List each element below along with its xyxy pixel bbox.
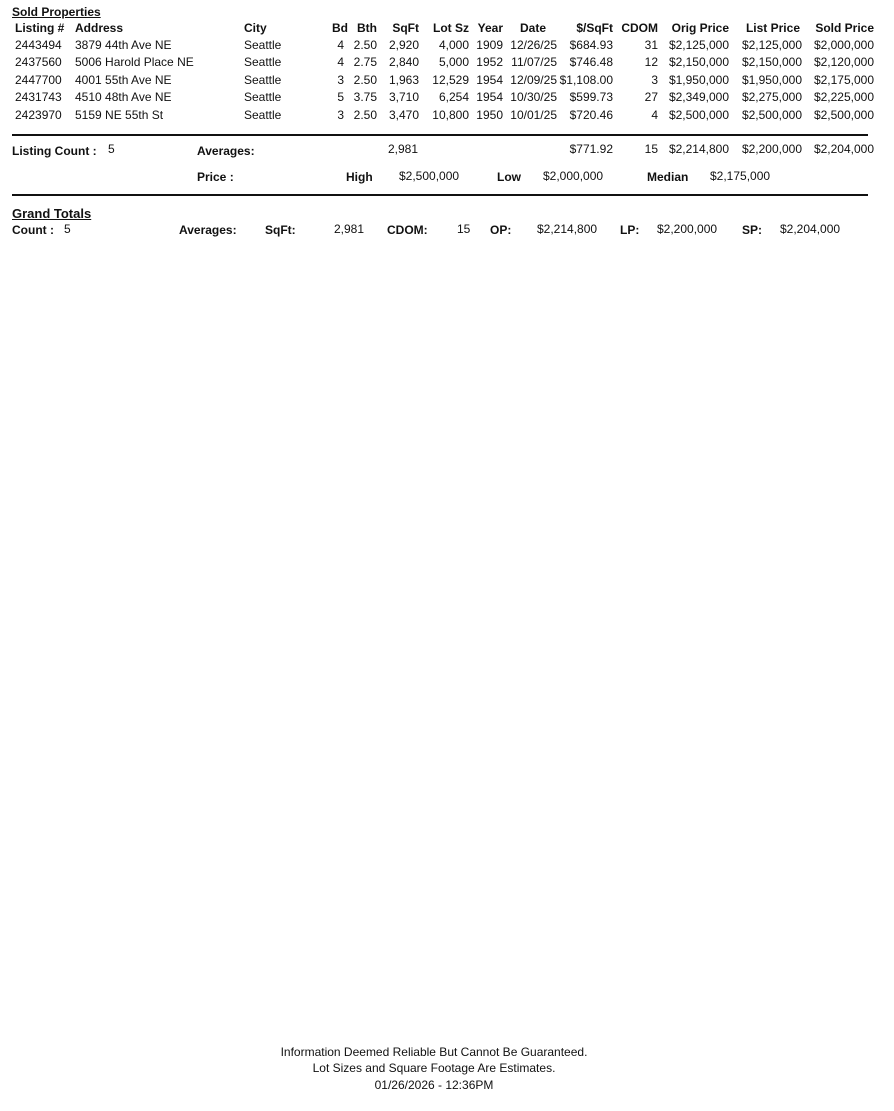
grand-cdom-value: 15 (457, 222, 471, 236)
col-header-listing: Listing # (15, 21, 65, 35)
cell-lot: 4,000 (438, 38, 469, 52)
cell-sqft: 2,920 (388, 38, 419, 52)
col-header-bth: Bth (357, 21, 377, 35)
cell-sold-price: $2,175,000 (813, 73, 874, 87)
grand-cdom-label: CDOM: (387, 223, 428, 237)
cell-list-price: $1,950,000 (741, 73, 802, 87)
cell-bth: 2.50 (353, 108, 377, 122)
cell-year: 1909 (476, 38, 503, 52)
cell-ppsf: $599.73 (569, 90, 613, 104)
col-header-list-price: List Price (745, 21, 800, 35)
col-header-sqft: SqFt (392, 21, 419, 35)
footer-timestamp: 01/26/2026 - 12:36PM (374, 1078, 494, 1092)
grand-lp-value: $2,200,000 (657, 222, 718, 236)
cell-lot: 12,529 (432, 73, 469, 87)
footer-estimates-note: Lot Sizes and Square Footage Are Estimates. (312, 1061, 556, 1075)
cell-date: 12/26/25 (510, 38, 557, 52)
listing-count-value: 5 (108, 142, 115, 156)
col-header-lot: Lot Sz (433, 21, 469, 35)
grand-count-value: 5 (64, 222, 71, 236)
median-price: $2,175,000 (710, 169, 771, 183)
col-header-sold-price: Sold Price (815, 21, 874, 35)
cell-cdom: 3 (651, 73, 658, 87)
cell-year: 1950 (476, 108, 503, 122)
averages-label: Averages: (197, 144, 255, 158)
cell-ppsf: $684.93 (569, 38, 613, 52)
cell-orig-price: $2,349,000 (668, 90, 729, 104)
avg-price-per-sqft: $771.92 (569, 142, 613, 156)
cell-date: 11/07/25 (511, 55, 557, 69)
cell-address: 5159 NE 55th St (75, 108, 164, 122)
cell-sold-price: $2,120,000 (813, 55, 874, 69)
col-header-bd: Bd (332, 21, 348, 35)
cell-listing: 2437560 (15, 55, 62, 69)
col-header-year: Year (477, 21, 503, 35)
avg-sqft: 2,981 (388, 142, 419, 156)
cell-year: 1952 (476, 55, 503, 69)
col-header-ppsf: $/SqFt (576, 21, 613, 35)
grand-op-value: $2,214,800 (537, 222, 598, 236)
avg-orig-price: $2,214,800 (668, 142, 729, 156)
cell-bd: 4 (337, 55, 344, 69)
median-label: Median (647, 170, 689, 184)
cell-address: 4001 55th Ave NE (75, 73, 172, 87)
cell-lot: 5,000 (438, 55, 469, 69)
cell-bd: 3 (337, 73, 344, 87)
cell-address: 4510 48th Ave NE (75, 90, 172, 104)
high-label: High (346, 170, 373, 184)
cell-orig-price: $2,500,000 (668, 108, 729, 122)
cell-bd: 4 (337, 38, 344, 52)
cell-sqft: 2,840 (388, 55, 419, 69)
cell-bth: 2.50 (353, 73, 377, 87)
cell-listing: 2423970 (15, 108, 62, 122)
cell-city: Seattle (244, 90, 282, 104)
col-header-address: Address (75, 21, 124, 35)
cell-orig-price: $2,150,000 (668, 55, 729, 69)
cell-city: Seattle (244, 38, 282, 52)
avg-list-price: $2,200,000 (741, 142, 802, 156)
grand-op-label: OP: (490, 223, 512, 237)
cell-bth: 3.75 (353, 90, 377, 104)
avg-cdom: 15 (644, 142, 658, 156)
section-title: Sold Properties (12, 5, 101, 19)
grand-totals-divider (12, 194, 868, 196)
cell-lot: 10,800 (432, 108, 469, 122)
listing-count-label: Listing Count : (12, 144, 97, 158)
grand-sqft-label: SqFt: (265, 223, 296, 237)
cell-list-price: $2,125,000 (741, 38, 802, 52)
cell-ppsf: $746.48 (569, 55, 613, 69)
cell-listing: 2443494 (15, 38, 62, 52)
cell-date: 12/09/25 (510, 73, 557, 87)
price-label: Price : (197, 170, 234, 184)
cell-address: 5006 Harold Place NE (75, 55, 194, 69)
cell-orig-price: $2,125,000 (668, 38, 729, 52)
cell-ppsf: $1,108.00 (559, 73, 613, 87)
cell-list-price: $2,275,000 (741, 90, 802, 104)
cell-sold-price: $2,225,000 (813, 90, 874, 104)
cell-date: 10/01/25 (510, 108, 557, 122)
cell-orig-price: $1,950,000 (668, 73, 729, 87)
avg-sold-price: $2,204,000 (813, 142, 874, 156)
cell-sqft: 3,710 (388, 90, 419, 104)
footer-disclaimer: Information Deemed Reliable But Cannot Be Guaranteed. (280, 1045, 588, 1059)
cell-sold-price: $2,000,000 (813, 38, 874, 52)
cell-bth: 2.50 (353, 38, 377, 52)
grand-averages-label: Averages: (179, 223, 237, 237)
cell-bd: 3 (337, 108, 344, 122)
cell-cdom: 4 (651, 108, 658, 122)
cell-listing: 2431743 (15, 90, 62, 104)
low-price: $2,000,000 (543, 169, 604, 183)
grand-sqft-value: 2,981 (334, 222, 365, 236)
grand-count-label: Count : (12, 223, 54, 237)
cell-list-price: $2,500,000 (741, 108, 802, 122)
low-label: Low (497, 170, 521, 184)
col-header-date: Date (519, 21, 546, 35)
cell-cdom: 27 (644, 90, 658, 104)
col-header-cdom: CDOM (621, 21, 658, 35)
cell-date: 10/30/25 (510, 90, 557, 104)
cell-listing: 2447700 (15, 73, 62, 87)
cell-year: 1954 (476, 90, 503, 104)
cell-bth: 2.75 (353, 55, 377, 69)
cell-bd: 5 (337, 90, 344, 104)
cell-cdom: 31 (644, 38, 658, 52)
cell-city: Seattle (244, 73, 282, 87)
grand-sp-label: SP: (742, 223, 763, 237)
cell-city: Seattle (244, 108, 282, 122)
summary-divider (12, 134, 868, 136)
cell-cdom: 12 (644, 55, 658, 69)
grand-totals-title: Grand Totals (12, 206, 92, 221)
cell-sold-price: $2,500,000 (813, 108, 874, 122)
cell-city: Seattle (244, 55, 282, 69)
cell-year: 1954 (476, 73, 503, 87)
cell-sqft: 1,963 (388, 73, 419, 87)
high-price: $2,500,000 (399, 169, 460, 183)
col-header-orig-price: Orig Price (671, 21, 729, 35)
col-header-city: City (244, 21, 267, 35)
cell-list-price: $2,150,000 (741, 55, 802, 69)
grand-sp-value: $2,204,000 (780, 222, 841, 236)
cell-lot: 6,254 (438, 90, 469, 104)
cell-sqft: 3,470 (388, 108, 419, 122)
cell-address: 3879 44th Ave NE (75, 38, 172, 52)
cell-ppsf: $720.46 (569, 108, 613, 122)
grand-lp-label: LP: (620, 223, 640, 237)
